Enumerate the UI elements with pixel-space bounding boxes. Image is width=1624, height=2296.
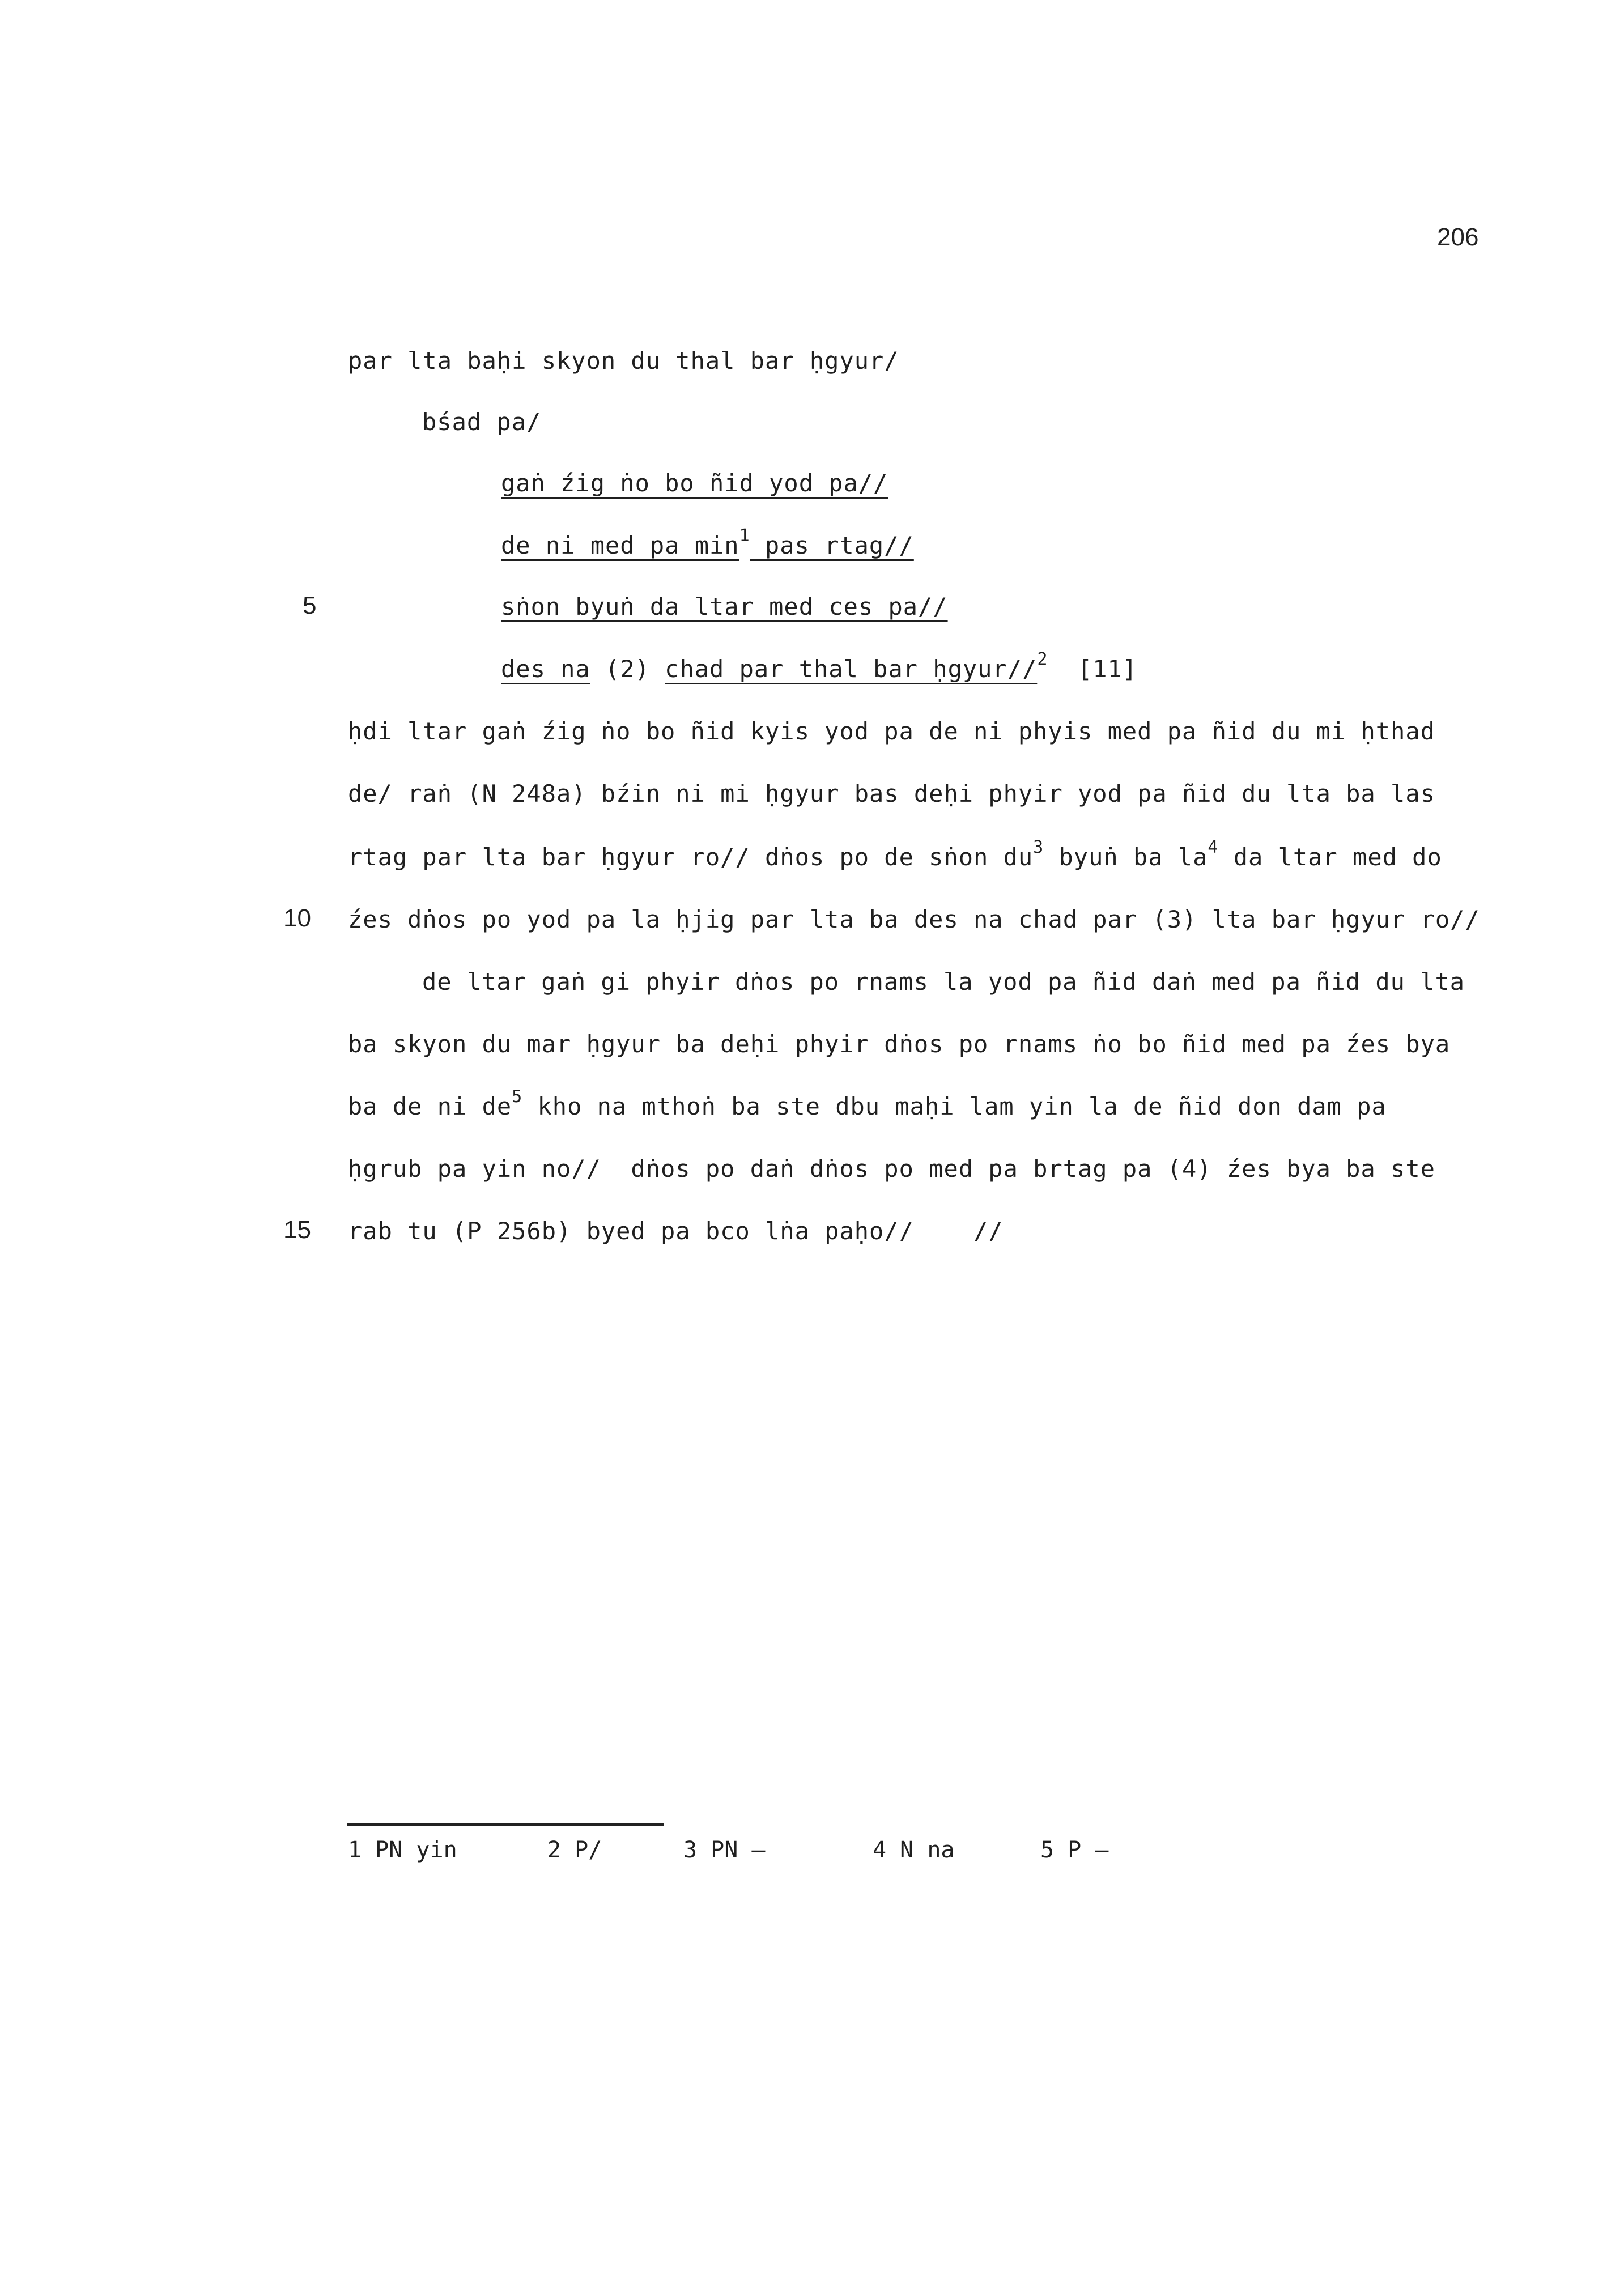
- text-line: [348, 1087, 1387, 1120]
- text-segment: byuṅ ba la: [1044, 843, 1208, 871]
- footnote-rule: [347, 1823, 664, 1826]
- line-number: 5: [303, 592, 317, 619]
- verse-text: chad par thal bar ḥgyur//: [665, 655, 1038, 683]
- text-line: ḥgrub pa yin no// dṅos po daṅ dṅos po med pa brtag pa (4) źes bya ba ste: [348, 1155, 1435, 1183]
- text-line: de ltar gaṅ gi phyir dṅos po rnams la yod pa ñid daṅ med pa ñid du lta: [422, 968, 1465, 996]
- text-segment: ba de ni de: [348, 1092, 512, 1120]
- text-line: źes dṅos po yod pa la ḥjig par lta ba des na chad par (3) lta bar ḥgyur ro//: [348, 905, 1480, 933]
- footnote-marker: 1: [739, 526, 750, 546]
- footnote-marker: 3: [1033, 837, 1044, 857]
- verse-line: [501, 649, 1138, 683]
- footnote: 2 P/: [547, 1837, 602, 1863]
- verse-text: des na: [501, 655, 590, 683]
- footnote-marker: 5: [512, 1087, 523, 1107]
- verse-line: sṅon byuṅ da ltar med ces pa//: [501, 593, 948, 620]
- verse-ref: [11]: [1048, 655, 1138, 683]
- verse-text: (2): [590, 655, 665, 683]
- text-segment: kho na mthoṅ ba ste dbu maḥi lam yin la de ñid don dam pa: [522, 1092, 1387, 1120]
- text-line: rab tu (P 256b) byed pa bco lṅa paḥo// //: [348, 1217, 1004, 1245]
- verse-line: gaṅ źig ṅo bo ñid yod pa//: [501, 469, 888, 497]
- verse-text: de ni med pa min: [501, 532, 739, 559]
- footnote-marker: 2: [1037, 649, 1048, 669]
- text-segment: rtag par lta bar ḥgyur ro// dṅos po de sṅon du: [348, 843, 1034, 871]
- footnote: 3 PN —: [683, 1837, 766, 1863]
- text-segment: da ltar med do: [1218, 843, 1442, 871]
- footnote: 5 P —: [1040, 1837, 1109, 1863]
- text-line: [348, 837, 1442, 871]
- text-line: par lta baḥi skyon du thal bar ḥgyur/: [348, 347, 899, 375]
- footnote: 1 PN yin: [348, 1837, 457, 1863]
- text-line: ba skyon du mar ḥgyur ba deḥi phyir dṅos po rnams ṅo bo ñid med pa źes bya: [348, 1030, 1451, 1058]
- text-line: bśad pa/: [422, 408, 542, 436]
- page-number: 206: [1437, 223, 1479, 251]
- verse-text: pas rtag//: [750, 532, 914, 559]
- footnote-marker: 4: [1208, 837, 1219, 857]
- text-line: ḥdi ltar gaṅ źig ṅo bo ñid kyis yod pa de ni phyis med pa ñid du mi ḥthad: [348, 717, 1435, 745]
- footnote: 4 N na: [873, 1837, 955, 1863]
- line-number: 10: [283, 904, 311, 932]
- verse-line: [501, 526, 914, 559]
- text-line: de/ raṅ (N 248a) bźin ni mi ḥgyur bas deḥi phyir yod pa ñid du lta ba las: [348, 780, 1435, 807]
- line-number: 15: [283, 1216, 311, 1244]
